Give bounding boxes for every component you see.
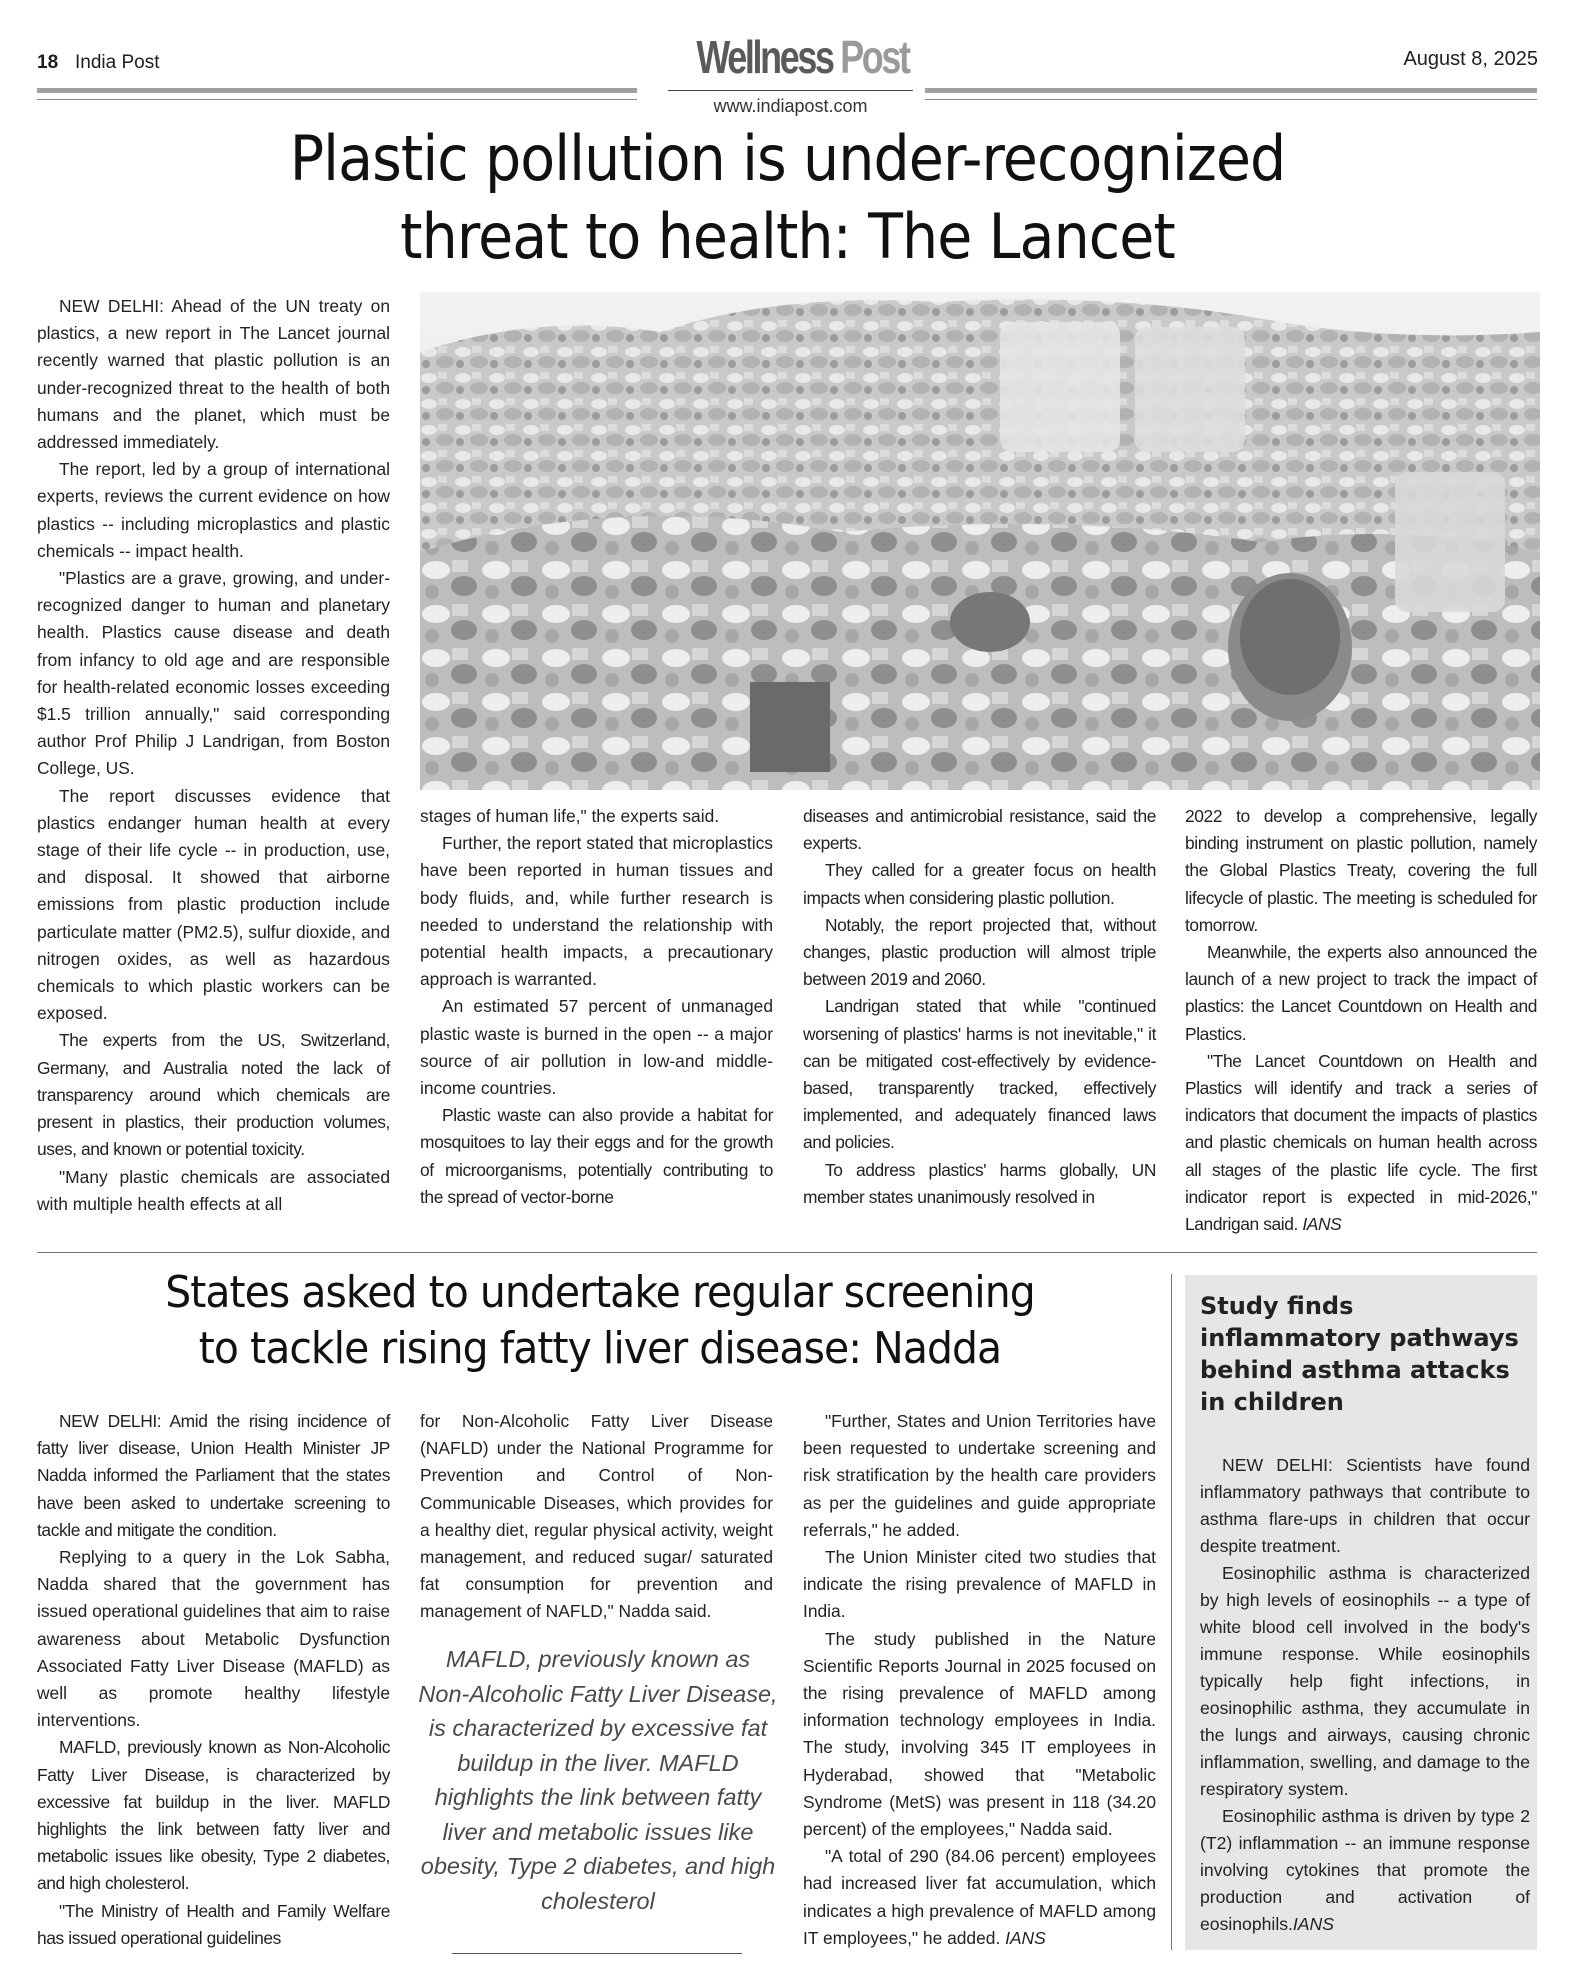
paragraph: Meanwhile, the experts also announced the launch of a new project to track the impact of plastics: the Lancet Countdown on Health and Plastics. — [1185, 942, 1537, 1044]
story1-column-1 — [37, 293, 390, 1218]
paragraph: Notably, the report projected that, without changes, plastic production will almost triple between 2019 and 2060. — [803, 914, 1156, 990]
paragraph — [1200, 1803, 1530, 1938]
page-number: 18 — [37, 52, 59, 73]
paragraph: Plastic waste can also provide a habitat for mosquitoes to lay their eggs and for the growth of microorganisms, potentially contributing to the spread of vector-borne — [420, 1105, 773, 1207]
story1-headline — [201, 120, 1374, 276]
brand-primary: Wellness — [696, 31, 833, 83]
paragraph — [803, 1843, 1156, 1952]
paragraph: stages of human life," the experts said. — [420, 806, 720, 826]
story1-headline-line2: threat to health: The Lancet — [400, 200, 1175, 273]
story2-column-1 — [37, 1408, 390, 1952]
paragraph: "Plastics are a grave, growing, and under-recognized danger to human and planetary health. Plastics cause disease and death from infancy to old age and are responsible for health-related economic losses exceeding $1.5 trillion annually," said corresponding author Prof Philip J Landrigan, from Boston College, US. — [37, 568, 390, 779]
paragraph: NEW DELHI: Amid the rising incidence of fatty liver disease, Union Health Minister JP Nadda informed the Parliament that the states have been asked to undertake screening to tackle and mitigate the condition. — [37, 1411, 390, 1540]
story1-headline-line1: Plastic pollution is under-recognized — [289, 122, 1286, 195]
paragraph: 2022 to develop a comprehensive, legally binding instrument on plastic pollution, namely the Global Plastics Treaty, covering the full lifecycle of plastic. The meeting is scheduled for tomorrow. — [1185, 806, 1537, 935]
paragraph: An estimated 57 percent of unmanaged plastic waste is burned in the open -- a major source of air pollution in low-and middle-income countries. — [420, 996, 773, 1099]
story2-headline — [79, 1265, 1121, 1377]
masthead-rule-left-thin — [37, 99, 637, 100]
paragraph: MAFLD, previously known as Non-Alcoholic Fatty Liver Disease, is characterized by excessive fat buildup in the liver. MAFLD highlights the link between fatty liver and metabolic issues like obesity, Type 2 diabetes, and high cholesterol. — [37, 1737, 390, 1894]
pull-quote-rule — [452, 1953, 742, 1954]
paragraph: Replying to a query in the Lok Sabha, Nadda shared that the government has issued operational guidelines that aim to raise awareness about Metabolic Dysfunction Associated Fatty Liver Disease (MAFLD) as well as promote healthy lifestyle interventions. — [37, 1547, 390, 1731]
brand-logo — [696, 30, 909, 84]
credit: IANS — [1302, 1214, 1342, 1235]
sidebar-divider — [1171, 1274, 1172, 1950]
sidebar-body — [1200, 1452, 1530, 1938]
paper-name: India Post — [75, 52, 160, 73]
paragraph: Further, the report stated that microplastics have been reported in human tissues and body fluids, and, while further research is needed to understand the relationship with potential health impacts, a precautionary approach is warranted. — [420, 833, 773, 990]
closing-text: "The Lancet Countdown on Health and Plastics will identify and track a series of indicators that document the impacts of plastics and plastic chemicals on human health across all stages of the plastic life cycle. The first indicator report is expected in mid-2026," Landrigan said. — [1185, 1050, 1537, 1235]
paragraph: "Further, States and Union Territories have been requested to undertake screening and risk stratification by the health care providers as per the guidelines and guide appropriate referrals," he added. — [803, 1411, 1156, 1540]
pull-quote: MAFLD, previously known as Non-Alcoholic Fatty Liver Disease, is characterized by excessive fat buildup in the liver. MAFLD highlights the link between fatty liver and metabolic issues like obesity, Type 2 diabetes, and high cholesterol — [418, 1646, 778, 1914]
credit: IANS — [1005, 1927, 1046, 1948]
photo-plastic-waste-pile-icon — [420, 292, 1540, 790]
paragraph: The experts from the US, Switzerland, Germany, and Australia noted the lack of transparency around which chemicals are present in plastics, their production volumes, uses, and known or potential toxicity. — [37, 1030, 390, 1160]
photo-plastic-waste — [420, 292, 1540, 790]
sidebar-headline: Study finds inflammatory pathways behind asthma attacks in children — [1200, 1292, 1519, 1416]
masthead-rule-left-thick — [37, 88, 637, 93]
story2-column-2 — [420, 1408, 773, 1626]
paragraph: The report discusses evidence that plastics endanger human health at every stage of their life cycle -- in production, use, and disposal. It showed that airborne emissions from plastic production include particulate matter (PM2.5), sulfur dioxide, and nitrogen oxides, as well as hazardous chemicals to which plastic workers can be exposed. — [37, 785, 390, 1024]
paragraph: NEW DELHI: Scientists have found inflammatory pathways that contribute to asthma flare-ups in children that occur despite treatment. — [1200, 1455, 1530, 1556]
paragraph: The Union Minister cited two studies that indicate the rising prevalence of MAFLD in India. — [803, 1547, 1156, 1622]
brand-underline — [668, 90, 913, 91]
story1-column-4 — [1185, 803, 1537, 1238]
paragraph: Landrigan stated that while "continued worsening of plastics' harms is not inevitable," it can be mitigated cost-effectively by evidence-based, transparently tracked, effectively implemented, and adequately financed laws and policies. — [803, 996, 1156, 1153]
brand-secondary: Post — [840, 31, 909, 83]
site-url[interactable]: www.indiapost.com — [713, 96, 868, 116]
paragraph: "Many plastic chemicals are associated with multiple health effects at all — [37, 1166, 390, 1214]
section-divider — [37, 1252, 1537, 1253]
paragraph: "The Ministry of Health and Family Welfare has issued operational guidelines — [37, 1900, 390, 1948]
story2-headline-line2: to tackle rising fatty liver disease: Nadda — [198, 1323, 1002, 1374]
paragraph: NEW DELHI: Ahead of the UN treaty on plastics, a new report in The Lancet journal recently warned that plastic pollution is an under-recognized threat to the health of both humans and the planet, which must be addressed immediately. — [37, 296, 390, 453]
paragraph: Eosinophilic asthma is characterized by high levels of eosinophils -- a type of white blood cell involved in the body's immune response. While eosinophils typically help fight infections, in eosinophilic asthma, they accumulate in the lungs and airways, causing chronic inflammation, swelling, and damage to the respiratory system. — [1200, 1563, 1530, 1799]
story2-column-3 — [803, 1408, 1156, 1952]
story1-column-3 — [803, 803, 1156, 1211]
issue-date: August 8, 2025 — [1403, 48, 1538, 70]
paragraph: To address plastics' harms globally, UN member states unanimously resolved in — [803, 1159, 1156, 1207]
masthead-rule-right-thick — [925, 88, 1537, 93]
closing-text: "A total of 290 (84.06 percent) employees had increased liver fat accumulation, which indicates a high prevalence of MAFLD among IT employees," he added. — [803, 1846, 1156, 1948]
story1-column-2 — [420, 803, 773, 1211]
paragraph: for Non-Alcoholic Fatty Liver Disease (NAFLD) under the National Programme for Prevention and Control of Non-Communicable Diseases, which provides for a healthy diet, regular physical activity, weight management, and reduced sugar/ saturated fat consumption for prevention and management of NAFLD," Nadda said. — [420, 1411, 773, 1622]
masthead-rule-right-thin — [925, 99, 1537, 100]
paragraph: They called for a greater focus on health impacts when considering plastic pollution. — [803, 860, 1156, 908]
paragraph — [1185, 1048, 1537, 1238]
paragraph: The study published in the Nature Scientific Reports Journal in 2025 focused on the rising prevalence of MAFLD among information technology employees in India. The study, involving 345 IT employees in Hyderabad, showed that "Metabolic Syndrome (MetS) was present in 118 (34.20 percent) of the employees," Nadda said. — [803, 1628, 1156, 1840]
paragraph: The report, led by a group of international experts, reviews the current evidence on how plastics -- including microplastics and plastic chemicals -- impact health. — [37, 459, 390, 561]
story2-headline-line1: States asked to undertake regular screening — [165, 1267, 1035, 1318]
closing-text: Eosinophilic asthma is driven by type 2 (T2) inflammation -- an immune response involving cytokines that promote the production and activation of eosinophils. — [1200, 1806, 1530, 1934]
credit: IANS — [1292, 1914, 1334, 1934]
paragraph: diseases and antimicrobial resistance, said the experts. — [803, 806, 1156, 854]
